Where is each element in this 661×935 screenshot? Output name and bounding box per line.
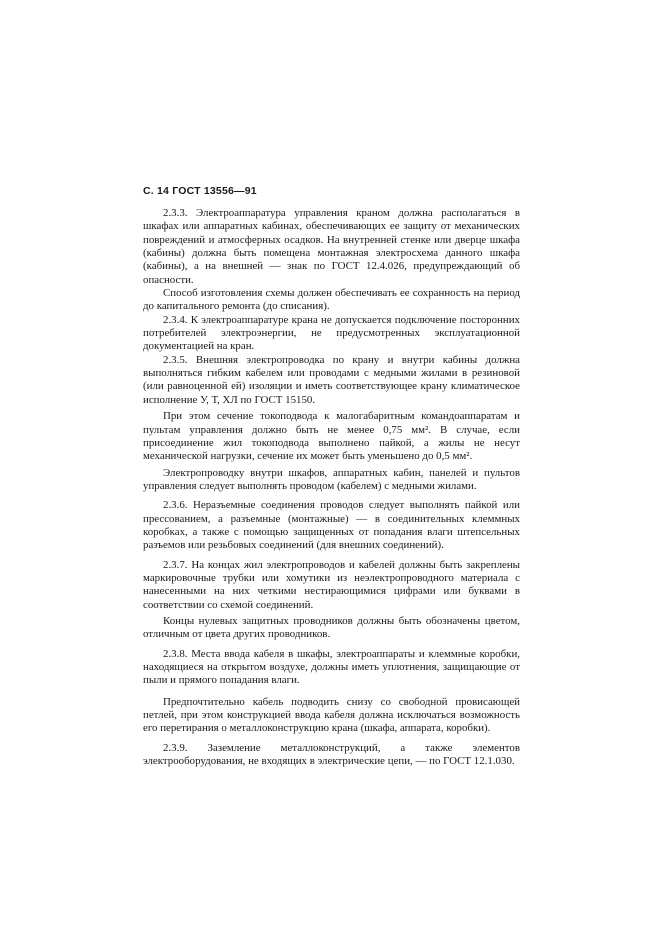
paragraph-2-3-8: 2.3.8. Места ввода кабеля в шкафы, электроаппараты и клеммные коробки, находящиеся на открытом воздухе, должны иметь уплотнения, защищающие от пыли и прямого попадания влаги. (143, 647, 520, 687)
paragraph-2-3-5-internal: Электропроводку внутри шкафов, аппаратных кабин, панелей и пультов управления следует выполнять проводом (кабелем) с медными жилами. (143, 466, 520, 492)
paragraph-2-3-3-scheme: Способ изготовления схемы должен обеспечивать ее сохранность на период до капитального ремонта (до списания). (143, 287, 520, 313)
document-body (143, 207, 520, 768)
paragraph-2-3-3: 2.3.3. Электроаппаратура управления краном должна располагаться в шкафах или аппаратных кабинах, обеспечивающих ее защиту от механических повреждений и атмосферных осадков. На внутренней стенке или дверце шкафа (кабины) должна быть помещена монтажная электросхема данного шкафа (кабины), а на внешней — знак по ГОСТ 12.4.026, предупреждающий об опасности. (143, 207, 520, 286)
paragraph-2-3-8-entry: Предпочтительно кабель подводить снизу со свободной провисающей петлей, при этом конструкцией ввода кабеля должна исключаться возможность его перетирания о металлоконструкцию крана (шкафа, аппарата, коробки). (143, 695, 520, 735)
paragraph-2-3-5-section: При этом сечение токоподвода к малогабаритным командоаппаратам и пультам управления должно быть не менее 0,75 мм². В случае, если присоединение жил токоподвода выполнено пайкой, а жилы не несут механической нагрузки, сечение их может быть уменьшено до 0,5 мм². (143, 410, 520, 463)
page-header: С. 14 ГОСТ 13556—91 (143, 185, 257, 197)
paragraph-2-3-9: 2.3.9. Заземление металлоконструкций, а также элементов электрооборудования, не входящих в электрические цепи, — по ГОСТ 12.1.030. (143, 741, 520, 768)
paragraph-2-3-4: 2.3.4. К электроаппаратуре крана не допускается подключение посторонних потребителей электроэнергии, не предусмотренных эксплуатационной документацией на кран. (143, 313, 520, 353)
paragraph-2-3-7: 2.3.7. На концах жил электропроводов и кабелей должны быть закреплены маркировочные трубки или хомутики из неэлектропроводного материала с нанесенными на них четкими нестирающимися цифрами или буквами в соответствии со схемой соединений. (143, 558, 520, 611)
paragraph-2-3-5: 2.3.5. Внешняя электропроводка по крану и внутри кабины должна выполняться гибким кабелем или проводами с медными жилами в резиновой (или равноценной ей) изоляции и иметь соответствующее крану климатическое исполнение У, Т, ХЛ по ГОСТ 15150. (143, 353, 520, 406)
paragraph-2-3-6: 2.3.6. Неразъемные соединения проводов следует выполнять пайкой или прессованием, а разъемные (монтажные) — в соединительных клеммных коробках, а также с помощью защищенных от попадания влаги штепсельных разъемов или резьбовых соединений (для внешних соединений). (143, 499, 520, 552)
paragraph-2-3-7-neutral: Концы нулевых защитных проводников должны быть обозначены цветом, отличным от цвета других проводников. (143, 614, 520, 641)
